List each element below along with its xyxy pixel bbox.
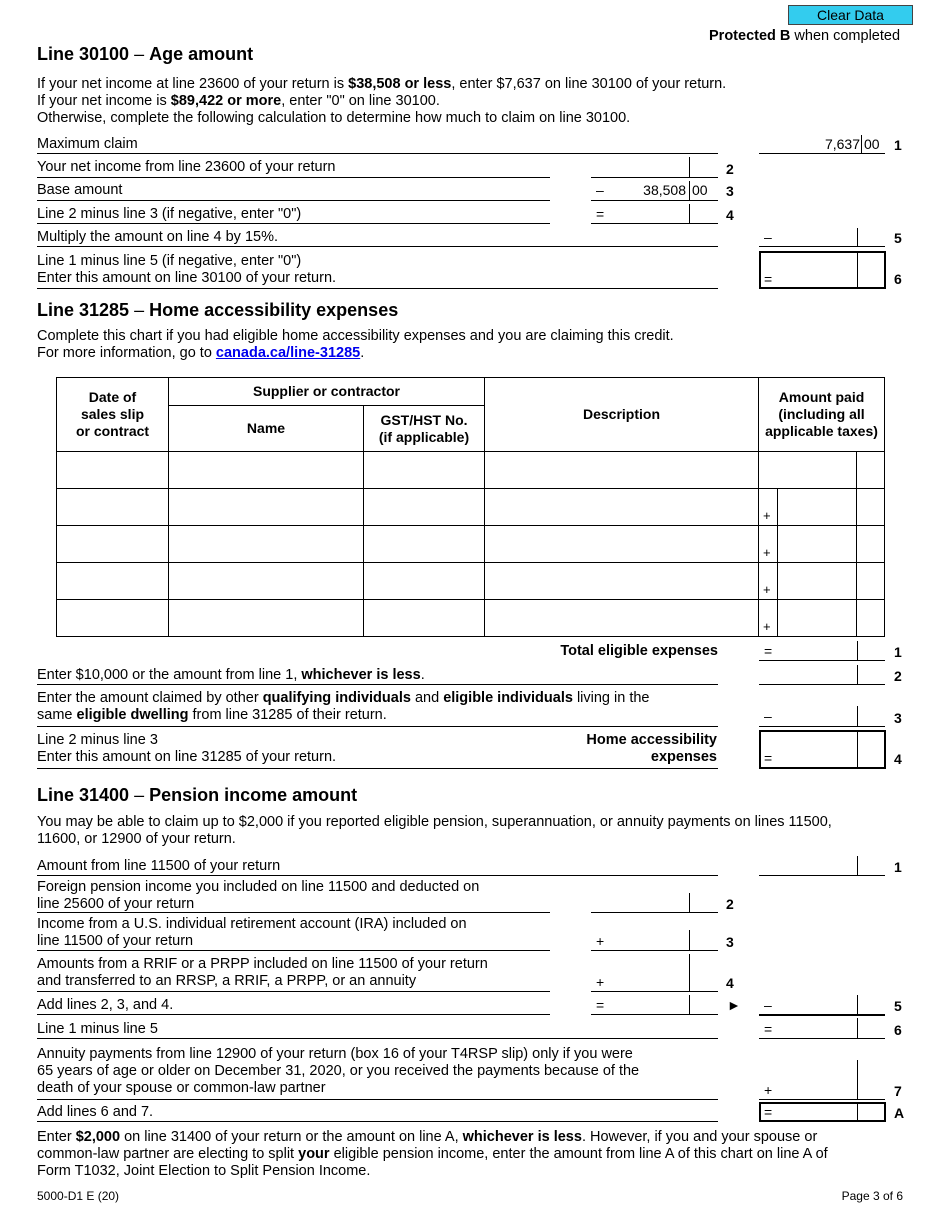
age-intro-3: Otherwise, complete the following calculation to determine how much to claim on line 30100.: [37, 110, 631, 126]
t: on line 31400 of your return or the amount on line A,: [120, 1129, 463, 1145]
age-line-3-cents: 00: [692, 182, 708, 198]
pension-line-7-input[interactable]: [759, 1099, 885, 1100]
t: , enter "0" on line 30100.: [281, 93, 440, 109]
age-title-sep: –: [129, 44, 150, 64]
pension-line-7-label: Annuity payments from line 12900 of your return (box 16 of your T4RSP slip) only if you were: [37, 1046, 633, 1062]
t: For more information, go to: [37, 345, 216, 361]
home-line-4-sign: =: [764, 750, 773, 766]
col-date-header: [57, 378, 169, 452]
home-line-3-input[interactable]: [759, 726, 885, 727]
age-line-3-dollars: 38,508: [643, 182, 686, 198]
t: from line 31285 of their return.: [188, 707, 387, 723]
amount-cell[interactable]: [759, 526, 857, 563]
age-line-6-label2: Enter this amount on line 30100 of your return.: [37, 270, 337, 286]
home-line-4-label2: Enter this amount on line 31285 of your return.: [37, 749, 337, 765]
home-title-line: Line 31285: [37, 300, 130, 320]
pension-line-num-5: 5: [894, 998, 902, 1014]
t: your: [298, 1146, 330, 1162]
pension-line-6-input[interactable]: [759, 1038, 885, 1039]
home-intro-1: Complete this chart if you had eligible home accessibility expenses and you are claiming this credit.: [37, 328, 674, 344]
t: Enter $10,000 or the amount from line 1,: [37, 667, 302, 683]
age-line-num-4: 4: [726, 207, 734, 223]
col-gst-header: [364, 406, 485, 452]
t: eligible individuals: [443, 690, 573, 706]
age-line-2-label: Your net income from line 23600 of your return: [37, 159, 336, 175]
home-line-num-1: 1: [894, 644, 902, 660]
cents-cell[interactable]: [857, 563, 885, 600]
t: and: [410, 690, 444, 706]
cents-cell[interactable]: [857, 452, 885, 489]
pension-line-num-1: 1: [894, 859, 902, 875]
table-row: [57, 489, 885, 526]
home-line-num-4: 4: [894, 751, 902, 767]
table-row: [57, 452, 885, 489]
amount-cell[interactable]: [759, 600, 857, 637]
pension-line-num-2: 2: [726, 896, 734, 912]
gst-cell[interactable]: [364, 600, 485, 637]
pension-line-1-label: Amount from line 11500 of your return: [37, 858, 281, 874]
col-description-header: Description: [485, 378, 759, 452]
pension-line-4-input[interactable]: [591, 991, 718, 992]
age-line-num-6: 6: [894, 271, 902, 287]
home-line-num-3: 3: [894, 710, 902, 726]
total-eligible-label: Total eligible expenses: [560, 643, 718, 659]
home-title-name: Home accessibility expenses: [149, 300, 399, 320]
age-line-1-cents: 00: [864, 136, 880, 152]
home-line-4-side2: expenses: [650, 749, 717, 765]
pension-line-num-4: 4: [726, 975, 734, 991]
t: Enter: [37, 1129, 76, 1145]
age-line-6-input[interactable]: [759, 251, 886, 289]
pension-line-num-3: 3: [726, 934, 734, 950]
t: Amount paid: [778, 389, 865, 405]
protected-b-label: Protected B: [709, 28, 791, 44]
age-line-2-input[interactable]: [591, 157, 718, 178]
age-line-6-label: Line 1 minus line 5 (if negative, enter "0"): [37, 253, 302, 269]
pension-line-5-arrow-icon: ►: [727, 997, 741, 1013]
age-section-title: [37, 44, 253, 65]
col-supplier-header: Supplier or contractor: [169, 378, 485, 406]
home-expenses-table: [56, 377, 885, 637]
form-id: 5000-D1 E (20): [37, 1189, 120, 1203]
age-line-4-label: Line 2 minus line 3 (if negative, enter "0"): [37, 206, 302, 222]
pension-final-3: Form T1032, Joint Election to Split Pension Income.: [37, 1163, 371, 1179]
pension-line-7-sign: +: [764, 1082, 773, 1098]
pension-line-6-sign: =: [764, 1021, 773, 1037]
age-intro-2: [37, 93, 440, 110]
pension-title-line: Line 31400: [37, 785, 130, 805]
home-line-2-input[interactable]: [759, 684, 885, 685]
plus-sign: +: [763, 582, 771, 597]
plus-sign: +: [763, 545, 771, 560]
age-line-5-label: Multiply the amount on line 4 by 15%.: [37, 229, 278, 245]
pension-line-5-sign2: –: [764, 997, 772, 1013]
t: whichever is less: [462, 1129, 582, 1145]
col-amount-header: [759, 378, 885, 452]
date-cell[interactable]: [57, 452, 169, 489]
pension-section-title: [37, 785, 357, 806]
pension-line-3-input[interactable]: [591, 950, 718, 951]
pension-line-3-sign: +: [596, 933, 605, 949]
t: Enter the amount claimed by other: [37, 690, 263, 706]
home-line-1-input[interactable]: [759, 660, 885, 661]
age-line-num-5: 5: [894, 230, 902, 246]
age-title-name: Age amount: [149, 44, 254, 64]
pension-line-num-6: 6: [894, 1022, 902, 1038]
pension-line-5-sign: =: [596, 997, 605, 1013]
age-line-1-label: Maximum claim: [37, 136, 138, 152]
age-line-1-dollars: 7,637: [824, 136, 860, 152]
home-line-num-2: 2: [894, 668, 902, 684]
date-cell[interactable]: [57, 526, 169, 563]
pension-title-sep: –: [129, 785, 150, 805]
pension-line-2-input[interactable]: [591, 912, 718, 913]
pension-line-a-input[interactable]: [759, 1102, 886, 1122]
cents-cell[interactable]: [857, 526, 885, 563]
pension-line-num-a: A: [894, 1105, 905, 1121]
t: (including all: [778, 406, 865, 422]
pension-line-a-sign: =: [764, 1104, 773, 1120]
description-cell[interactable]: [485, 563, 759, 600]
pension-line-7-label2: 65 years of age or older on December 31, 2020, or you received the payments because of the: [37, 1063, 640, 1079]
description-cell[interactable]: [485, 452, 759, 489]
age-line-5-sign: –: [764, 229, 772, 245]
pension-line-num-7: 7: [894, 1083, 902, 1099]
home-line-4-input[interactable]: [759, 730, 886, 769]
page-number: Page 3 of 6: [841, 1189, 903, 1203]
table-row: [57, 600, 885, 637]
pension-line-2-label: Foreign pension income you included on line 11500 and deducted on: [37, 879, 480, 895]
pension-line-3-label: Income from a U.S. individual retirement account (IRA) included on: [37, 916, 467, 932]
name-cell[interactable]: [169, 563, 364, 600]
pension-line-4-label: Amounts from a RRIF or a PRPP included on line 11500 of your return: [37, 956, 488, 972]
home-line-3-label: [37, 690, 650, 707]
t: If your net income at line 23600 of your return is: [37, 76, 349, 92]
t: . However, if you and your spouse or: [581, 1129, 818, 1145]
col-name-header: Name: [169, 406, 364, 452]
t: eligible dwelling: [76, 707, 189, 723]
age-line-3-label: Base amount: [37, 182, 123, 198]
t: or contract: [75, 423, 150, 439]
t: common-law partner are electing to split: [37, 1146, 299, 1162]
home-intro-2: [37, 345, 364, 362]
name-cell[interactable]: [169, 452, 364, 489]
t: .: [420, 667, 425, 683]
pension-final-2: [37, 1146, 828, 1163]
date-cell[interactable]: [57, 600, 169, 637]
home-section-title: [37, 300, 398, 321]
date-cell[interactable]: [57, 489, 169, 526]
pension-line-4-label2: and transferred to an RRSP, a RRIF, a PRPP, or an annuity: [37, 973, 417, 989]
description-cell[interactable]: [485, 600, 759, 637]
pension-line-5-subtotal-input[interactable]: [591, 1014, 718, 1015]
t: $89,422 or more: [170, 93, 282, 109]
gst-cell[interactable]: [364, 526, 485, 563]
plus-sign: +: [763, 508, 771, 523]
age-line-4-input[interactable]: [591, 223, 718, 224]
name-cell[interactable]: [169, 600, 364, 637]
pension-line-5-input[interactable]: [759, 1014, 885, 1016]
t: applicable taxes): [765, 423, 878, 439]
description-cell[interactable]: [485, 526, 759, 563]
age-line-num-3: 3: [726, 183, 734, 199]
amount-cell[interactable]: [759, 563, 857, 600]
age-intro-1: [37, 76, 726, 93]
description-cell[interactable]: [485, 489, 759, 526]
pension-line-4-sign: +: [596, 974, 605, 990]
home-title-sep: –: [129, 300, 150, 320]
date-cell[interactable]: [57, 563, 169, 600]
t: $38,508 or less: [348, 76, 452, 92]
pension-line-a-label: Add lines 6 and 7.: [37, 1104, 154, 1120]
age-line-4-sign: =: [596, 206, 605, 222]
t: living in the: [572, 690, 650, 706]
t: GST/HST No.: [380, 411, 468, 428]
amount-cell[interactable]: [759, 452, 857, 489]
home-line-4-label: Line 2 minus line 3: [37, 732, 158, 748]
pension-intro-2: 11600, or 12900 of your return.: [37, 831, 236, 847]
home-line-4-side1: Home accessibility: [586, 732, 717, 748]
age-line-num-1: 1: [894, 137, 902, 153]
name-cell[interactable]: [169, 526, 364, 563]
table-row: [57, 526, 885, 563]
pension-title-name: Pension income amount: [149, 785, 358, 805]
t: , enter $7,637 on line 30100 of your return.: [451, 76, 727, 92]
cents-cell[interactable]: [857, 600, 885, 637]
t: qualifying individuals: [262, 690, 411, 706]
home-line-1-sign: =: [764, 643, 773, 659]
pension-line-6-label: Line 1 minus line 5: [37, 1021, 158, 1037]
home-line-3-sign: –: [764, 708, 772, 724]
protected-b-notice: [709, 28, 900, 45]
t: Date of: [88, 389, 137, 405]
t: same: [37, 707, 77, 723]
amount-cell[interactable]: [759, 489, 857, 526]
t: If your net income is: [37, 93, 171, 109]
pension-line-7-label3: death of your spouse or common-law partner: [37, 1080, 326, 1096]
t: (if applicable): [378, 428, 470, 445]
t: sales slip: [80, 406, 145, 422]
pension-line-3-label2: line 11500 of your return: [37, 933, 194, 949]
age-title-line: Line 30100: [37, 44, 130, 64]
age-line-num-2: 2: [726, 161, 734, 177]
name-cell[interactable]: [169, 489, 364, 526]
pension-line-1-input[interactable]: [759, 875, 885, 876]
pension-line-5-label: Add lines 2, 3, and 4.: [37, 997, 174, 1013]
home-line-3-label2: [37, 707, 387, 724]
t: $2,000: [75, 1129, 121, 1145]
gst-cell[interactable]: [364, 563, 485, 600]
pension-intro-1: You may be able to claim up to $2,000 if you reported eligible pension, superannuation, or annuity payments on lines 11500,: [37, 814, 832, 830]
age-line-6-sign: =: [764, 271, 773, 287]
plus-sign: +: [763, 619, 771, 634]
pension-final-1: [37, 1129, 817, 1146]
t: eligible pension income, enter the amount from line A of this chart on line A of: [329, 1146, 828, 1162]
t: whichever is less: [301, 667, 421, 683]
cents-cell[interactable]: [857, 489, 885, 526]
home-info-link[interactable]: canada.ca/line-31285: [215, 345, 361, 361]
gst-cell[interactable]: [364, 489, 485, 526]
age-line-3-sign: –: [596, 182, 604, 198]
home-line-2-label: [37, 667, 425, 684]
pension-line-2-label2: line 25600 of your return: [37, 896, 195, 912]
protected-b-suffix: when completed: [790, 28, 901, 44]
age-line-5-input[interactable]: [759, 246, 885, 247]
gst-cell[interactable]: [364, 452, 485, 489]
clear-data-button[interactable]: Clear Data: [788, 5, 913, 25]
t: .: [360, 345, 365, 361]
table-row: [57, 563, 885, 600]
